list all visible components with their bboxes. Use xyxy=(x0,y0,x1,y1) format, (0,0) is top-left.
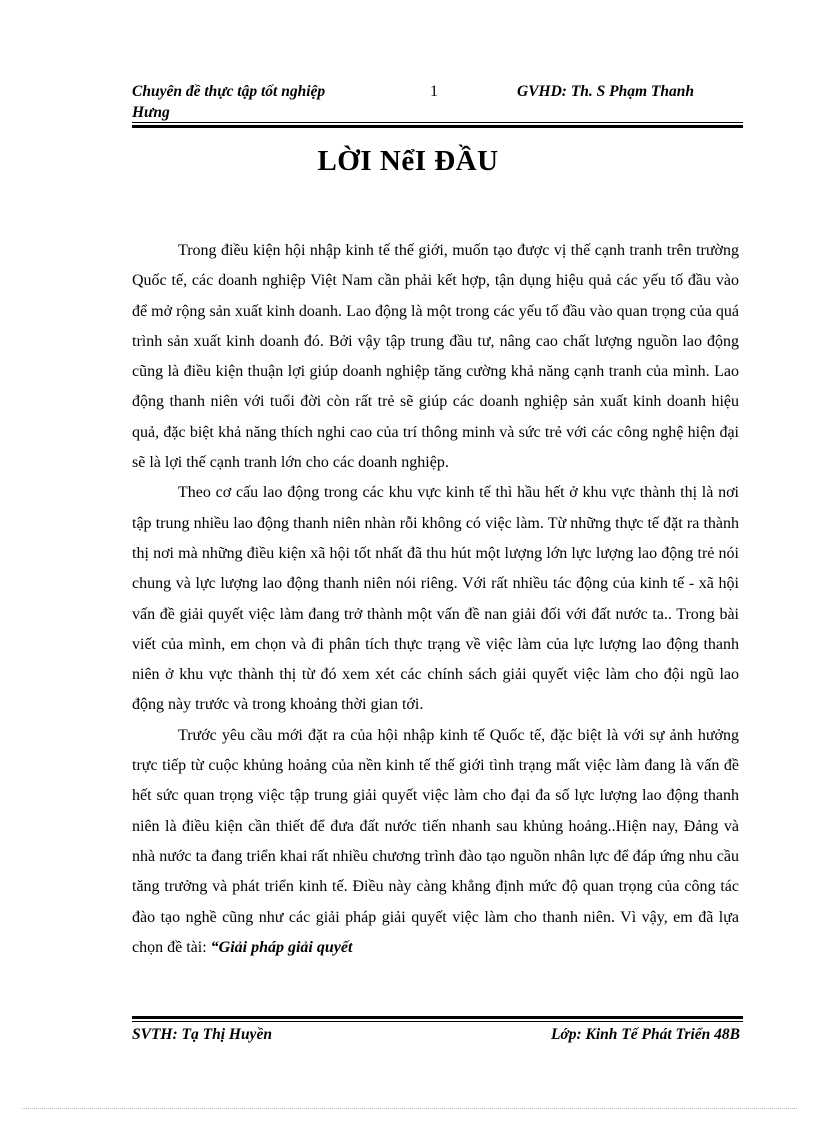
header-rule-thick xyxy=(132,125,743,128)
paragraph-3 xyxy=(132,721,739,963)
paragraph-1: Trong điều kiện hội nhập kinh tế thế giới, muốn tạo được vị thế cạnh tranh trên trường Quốc tế, các doanh nghiệp Việt Nam cần phải kết hợp, tận dụng hiệu quả các yếu tố đầu vào để mở rộng sản xuất kinh doanh. Lao động là một trong các yếu tố đầu vào quan trọng của quá trình sản xuất kinh doanh đó. Bởi vậy tập trung đầu tư, nâng cao chất lượng nguồn lao động cũng là điều kiện thuận lợi giúp doanh nghiệp tăng cường khả năng cạnh tranh của mình. Lao động thanh niên với tuổi đời còn rất trẻ sẽ giúp các doanh nghiệp sản xuất kinh doanh hiệu quả, đặc biệt khả năng thích nghi cao của trí thông minh và sức trẻ với các công nghệ hiện đại sẽ là lợi thế cạnh tranh lớn cho các doanh nghiệp. xyxy=(132,242,739,472)
paragraph-2: Theo cơ cấu lao động trong các khu vực kinh tế thì hầu hết ở khu vực thành thị là nơi tập trung nhiều lao động thanh niên nhàn rỗi không có việc làm. Từ những thực tế đặt ra thành thị nơi mà những điều kiện xã hội tốt nhất đã thu hút một lượng lớn lực lượng lao động trẻ nói chung và lực lượng lao động thanh niên nói riêng. Với rất nhiều tác động của kinh tế - xã hội vấn đề giải quyết việc làm đang trở thành một vấn đề nan giải đối với đất nước ta.. Trong bài viết của mình, em chọn và đi phân tích thực trạng về việc làm của lực lượng lao động thanh niên ở khu vực thành thị từ đó xem xét các chính sách giải quyết việc làm cho đội ngũ lao động này trước và trong khoảng thời gian tới. xyxy=(132,484,739,714)
page-boundary xyxy=(22,1108,797,1109)
header-advisor: GVHD: Th. S Phạm Thanh xyxy=(517,83,695,100)
footer-class: Lớp: Kinh Tế Phát Triển 48B xyxy=(550,1026,740,1043)
footer-rule-thin xyxy=(132,1021,743,1022)
document-body xyxy=(132,236,739,963)
header-rule-thin xyxy=(132,122,743,123)
footer-student: SVTH: Tạ Thị Huyền xyxy=(132,1026,272,1043)
paragraph-3-text: Trước yêu cầu mới đặt ra của hội nhập kinh tế Quốc tế, đặc biệt là với sự ảnh hưởng trực tiếp từ cuộc khủng hoảng của nền kinh tế thế giới tình trạng mất việc làm đang là vấn đề hết sức quan trọng việc tập trung giải quyết việc làm cho đại đa số lực lượng lao động thanh niên là điều kiện cần thiết để đưa đất nước tiến nhanh sau khủng hoảng..Hiện nay, Đảng và nhà nước ta đang triển khai rất nhiều chương trình đào tạo nguồn nhân lực để đáp ứng nhu cầu tăng trưởng và phát triển kinh tế. Điều này càng khẳng định mức độ quan trọng của công tác đào tạo nghề cũng như các giải pháp giải quyết việc làm cho thanh niên. Vì vậy, em đã lựa chọn đề tài: xyxy=(132,726,739,956)
topic-emphasis: “Giải pháp giải quyết xyxy=(210,938,353,956)
page-title: LỜI NểI ĐẦU xyxy=(317,145,499,177)
header-page-number: 1 xyxy=(430,83,438,100)
footer-rule xyxy=(132,1016,743,1022)
header-document-type: Chuyên đề thực tập tốt nghiệp Hưng xyxy=(132,83,326,121)
header-rule xyxy=(132,122,743,128)
footer-rule-thick xyxy=(132,1016,743,1019)
page-header xyxy=(132,81,744,123)
